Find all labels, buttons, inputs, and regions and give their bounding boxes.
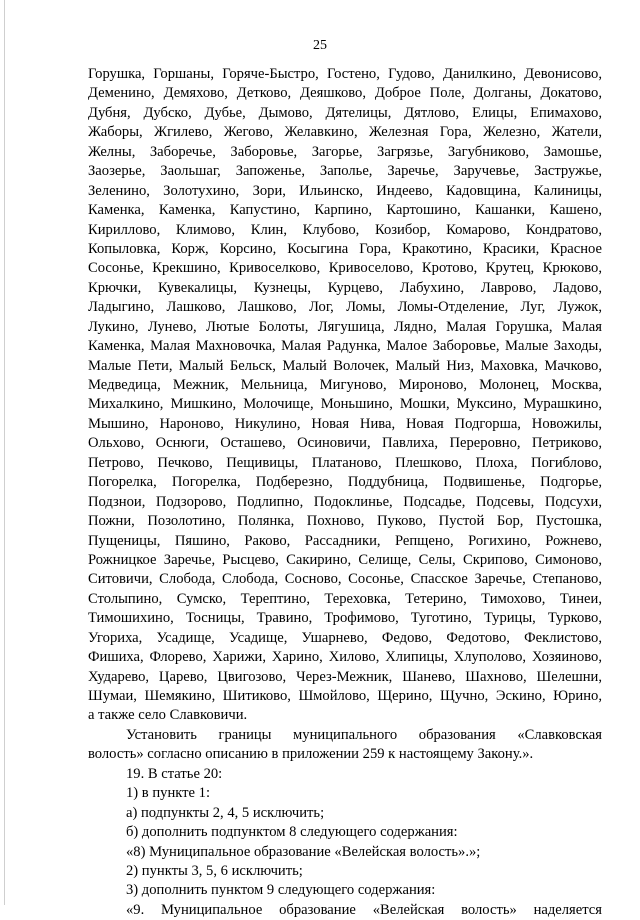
text-line: Горушка, Горшаны, Горяче-Быстро, Гостено, Гудово, Данилкино, Девонисово, — [88, 66, 602, 82]
text-line: Установить границы муниципального образования «Славковская — [126, 726, 602, 743]
text-line: Дубня, Дубско, Дубье, Дымово, Дятелицы, Дятлово, Елицы, Епимахово, — [88, 104, 602, 121]
text-line: Медведица, Межник, Мельница, Мигуново, Мироново, Молонец, Москва, — [88, 377, 602, 393]
text-line: Заозерье, Заольшаг, Запоженье, Заполье, Заречье, Заручевье, Застружье, — [88, 163, 602, 180]
text-line: Петрово, Печково, Пещивицы, Платаново, Плешково, Плоха, Погиблово, — [88, 454, 602, 471]
text-line: 3) дополнить пунктом 9 следующего содержания: — [126, 882, 436, 899]
text-line: Погорелка, Погорелка, Подберезно, Поддубница, Подвишенье, Подгорье, — [88, 474, 602, 491]
text-line: Каменка, Малая Махновочка, Малая Радунка, Малое Заборовье, Малые Заходы, — [88, 338, 602, 355]
text-line: Крючки, Кувекалицы, Кузнецы, Курцево, Лабухино, Лаврово, Ладово, — [88, 279, 602, 296]
text-line: Ольхово, Оснюги, Осташево, Осиновичи, Павлиха, Переровно, Петриково, — [88, 435, 602, 452]
text-line: Угориха, Усадище, Усадище, Ушарнево, Федово, Федотово, Феклистово, — [88, 629, 602, 646]
text-line: Кириллово, Климово, Клин, Клубово, Козибор, Комарово, Кондратово, — [88, 221, 602, 238]
text-line: Сосонье, Крекшино, Кривоселково, Кривоселово, Кротово, Крутец, Крюково, — [88, 260, 602, 277]
text-line: Мышино, Нароново, Никулино, Новая Нива, Новая Подгорша, Новожилы, — [88, 415, 602, 432]
text-line: «8) Муниципальное образование «Велейская волость».»; — [126, 843, 481, 860]
text-line: Каменка, Каменка, Капустино, Карпино, Картошино, Кашанки, Кашено, — [88, 202, 602, 219]
text-line: Михалкино, Мишкино, Молочище, Моньшино, Мошки, Муксино, Мурашкино, — [88, 396, 602, 413]
text-line: 19. В статье 20: — [126, 765, 223, 782]
text-line: Столыпино, Сумско, Терептино, Тереховка, Тетерино, Тимохово, Тинеи, — [88, 590, 602, 607]
text-line: а также село Славковичи. — [88, 707, 248, 724]
text-line: Пожни, Позолотино, Полянка, Похново, Пуково, Пустой Бор, Пустошка, — [88, 513, 602, 530]
text-line: б) дополнить подпунктом 8 следующего содержания: — [126, 824, 458, 841]
text-line: Копыловка, Корж, Корсино, Косыгина Гора, Кракотино, Красики, Красное — [88, 240, 602, 257]
text-line: Лукино, Лунево, Лютые Болоты, Лягушица, Лядно, Малая Горушка, Малая — [88, 318, 602, 335]
page-number: 25 — [313, 38, 327, 53]
text-line: Тимошихино, Тосницы, Травино, Трофимово, Туготино, Турицы, Турково, — [88, 610, 602, 627]
text-line: Хударево, Царево, Цвигозово, Через-Межник, Шанево, Шахново, Шелешни, — [88, 668, 602, 685]
text-line: Жаборы, Жгилево, Жегово, Желавкино, Железная Гора, Железно, Жатели, — [88, 124, 602, 141]
text-line: Желны, Заборечье, Заборовье, Загорье, Загрязье, Загубниково, Замошье, — [88, 143, 602, 160]
scan-edge-mark — [4, 0, 5, 905]
text-line: Деменино, Демяхово, Детково, Деяшково, Доброе Поле, Долганы, Докатово, — [88, 85, 602, 102]
text-line: волость» согласно описанию в приложении 259 к настоящему Закону.». — [88, 746, 534, 763]
text-line: 2) пункты 3, 5, 6 исключить; — [126, 862, 303, 879]
text-line: Подзнои, Подзорово, Подлипно, Подоклинье, Подсадье, Подсевы, Подсухи, — [88, 493, 602, 510]
text-line: Ладыгино, Лашково, Лашково, Лог, Ломы, Ломы-Отделение, Луг, Лужок, — [88, 299, 602, 316]
text-line: Зеленино, Золотухино, Зори, Ильинско, Индеево, Кадовщина, Калиницы, — [88, 182, 602, 199]
text-line: Рожницкое Заречье, Рысцево, Сакирино, Селище, Селы, Скрипово, Симоново, — [88, 551, 602, 568]
body-text — [88, 65, 602, 920]
text-line: Фишиха, Флорево, Харижи, Харино, Хилово, Хлипицы, Хлуполово, Хозяиново, — [88, 649, 602, 666]
text-line: 1) в пункте 1: — [126, 785, 211, 802]
text-line: Малые Пети, Малый Бельск, Малый Волочек, Малый Низ, Маховка, Мачково, — [88, 357, 602, 374]
text-line: «9. Муниципальное образование «Велейская волость» наделяется — [126, 901, 602, 918]
text-line: Шумаи, Шемякино, Шитиково, Шмойлово, Щерино, Щучно, Эскино, Юрино, — [88, 688, 602, 704]
text-line: Пущеницы, Пяшино, Раково, Рассадники, Репщено, Рогихино, Рожнево, — [88, 532, 602, 549]
text-line: а) подпункты 2, 4, 5 исключить; — [126, 804, 325, 821]
text-line: Ситовичи, Слобода, Слобода, Сосново, Сосонье, Спасское Заречье, Степаново, — [88, 571, 602, 588]
